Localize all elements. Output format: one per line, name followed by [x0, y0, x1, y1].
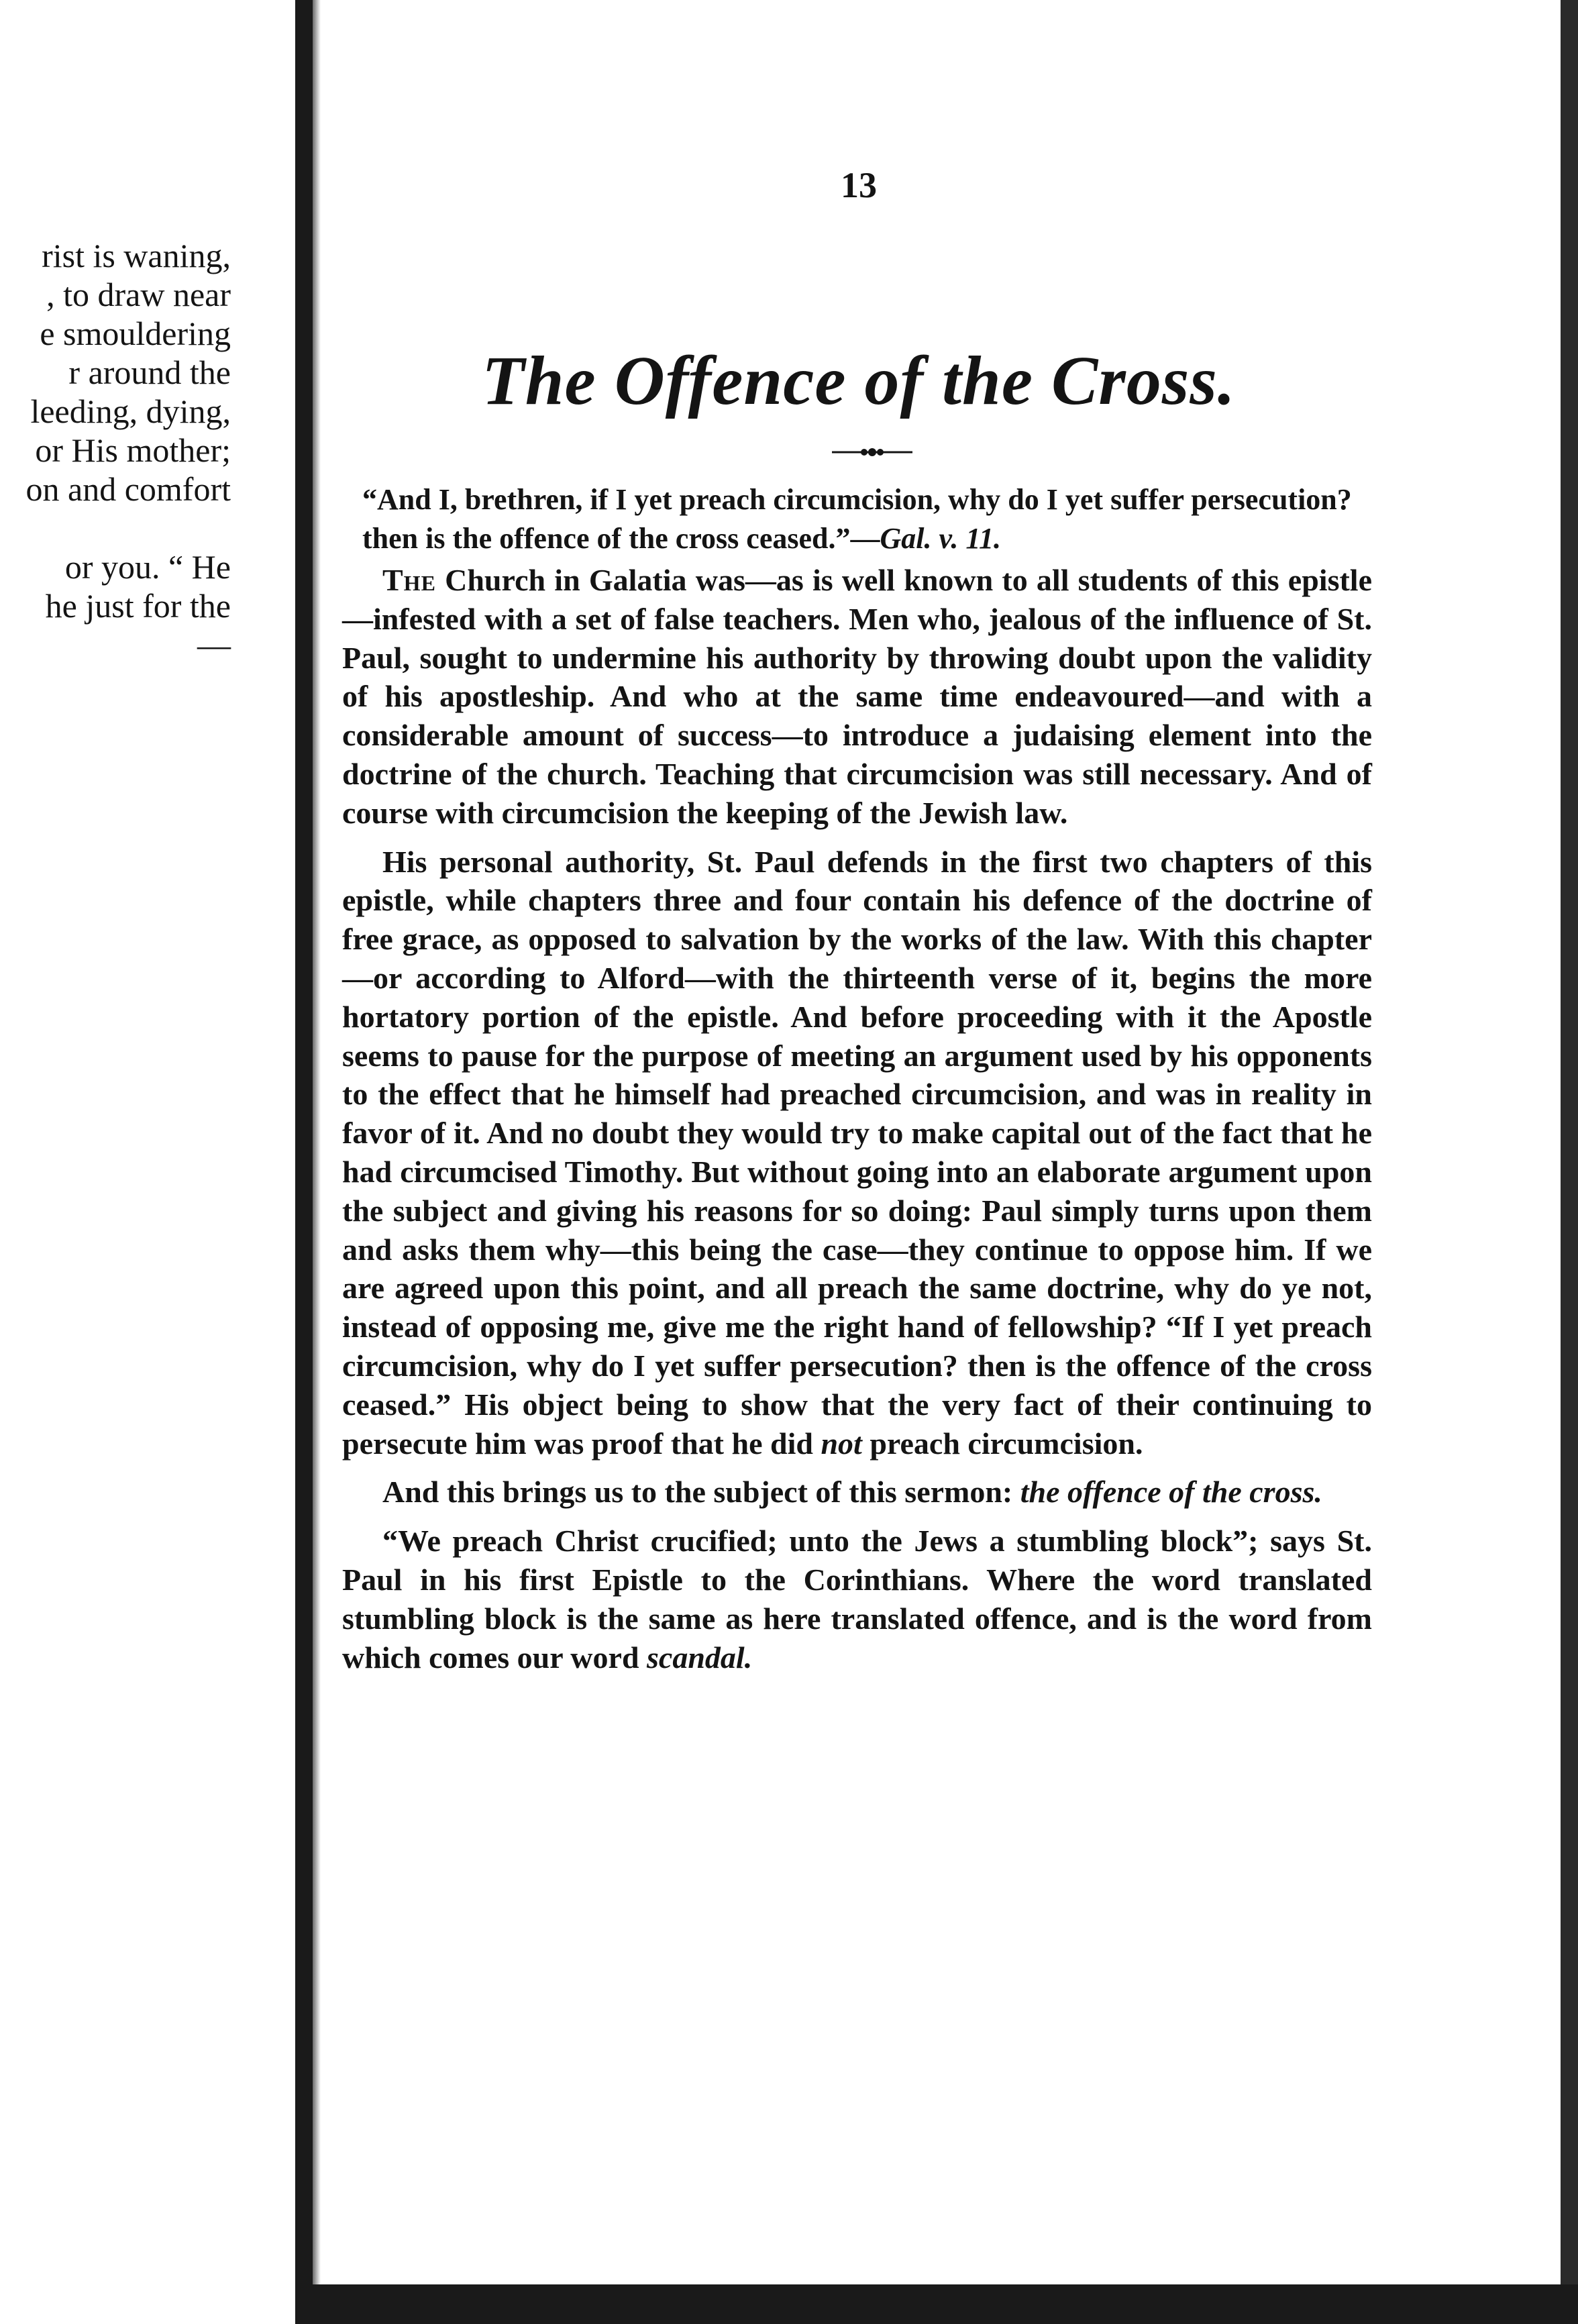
left-page-line: or you. “ He — [64, 548, 231, 586]
paragraph — [342, 561, 1372, 833]
left-page-line: on and comfort — [25, 470, 231, 508]
emphasis: the offence of the cross. — [1020, 1475, 1322, 1510]
paragraph-lead-word: The — [382, 563, 436, 597]
left-page-line: or His mother; — [35, 431, 231, 469]
left-page-line: rist is waning, — [42, 237, 231, 274]
fold-shadow — [313, 0, 321, 2324]
paragraph-text: And this brings us to the subject of this sermon: — [382, 1475, 1013, 1510]
left-page-line: he just for the — [45, 587, 231, 625]
document-page — [335, 0, 1382, 2281]
page-fold — [295, 0, 313, 2324]
paragraph-text: preach circumcision. — [870, 1426, 1143, 1461]
title-ornament — [832, 445, 912, 459]
scan-bottom-edge — [295, 2284, 1578, 2324]
emphasis: scandal. — [647, 1640, 753, 1675]
epigraph-citation: Gal. v. 11. — [880, 522, 1001, 555]
left-page-line: e smouldering — [40, 315, 231, 352]
sermon-title: The Offence of the Cross. — [482, 342, 1236, 419]
epigraph-text: “And I, brethren, if I yet preach circumcision, why do I yet suffer persecution? then is the offence of the cross ceased.”— — [362, 483, 1352, 555]
left-page-line: — — [197, 626, 231, 664]
paragraph — [342, 1522, 1372, 1677]
page-number: 13 — [841, 165, 877, 205]
scan-right-edge — [1561, 0, 1578, 2284]
sermon-body — [342, 561, 1372, 1687]
left-page-line: r around the — [68, 354, 231, 391]
paragraph — [342, 843, 1372, 1463]
left-page-line: leeding, dying, — [30, 392, 231, 430]
previous-page-edge — [0, 0, 295, 2324]
left-page-line: , to draw near — [46, 276, 231, 313]
paragraph-text: “We preach Christ crucified; unto the Jews a stumbling block”; says St. Paul in his first Epistle to the Corinthians. Where the word translated stumbling block is the same as here translated offence, and is the word from which comes our word — [342, 1524, 1372, 1675]
paragraph — [342, 1473, 1372, 1512]
paragraph-text: Church in Galatia was—as is well known to all students of this epistle—infested with a set of false teachers. Men who, jealous of the influence of St. Paul, sought to undermine his authority by throwing doubt upon the validity of his apostleship. And who at the same time endeavoured—and with a considerable amount of success—to introduce a judaising element into the doctrine of the church. Teaching that circumcision was still necessary. And of course with circumcision the keeping of the Jewish law. — [342, 563, 1372, 830]
paragraph-text: His personal authority, St. Paul defends in the first two chapters of this epistle, while chapters three and four contain his defence of the doctrine of free grace, as opposed to salvation by the works of the law. With this chapter—or according to Alford—with the thirteenth verse of it, begins the more hortatory portion of the epistle. And before proceeding with it the Apostle seems to pause for the purpose of meeting an argument used by his opponents to the effect that he himself had preached circumcision, and was in reality in favor of it. And no doubt they would try to make capital out of the fact that he had circumcised Timothy. But without going into an elaborate argument upon the subject and giving his reasons for so doing: Paul simply turns upon them and asks them why—this being the case—they continue to oppose him. If we are agreed upon this point, and all preach the same doctrine, why do ye not, instead of opposing me, give me the right hand of fellowship? “If I yet preach circumcision, why do I yet suffer persecution? then is the offence of the cross ceased.” His object being to show that the very fact of their continuing to persecute him was proof that he did — [342, 844, 1372, 1461]
epigraph — [362, 480, 1372, 558]
emphasis: not — [821, 1426, 862, 1461]
